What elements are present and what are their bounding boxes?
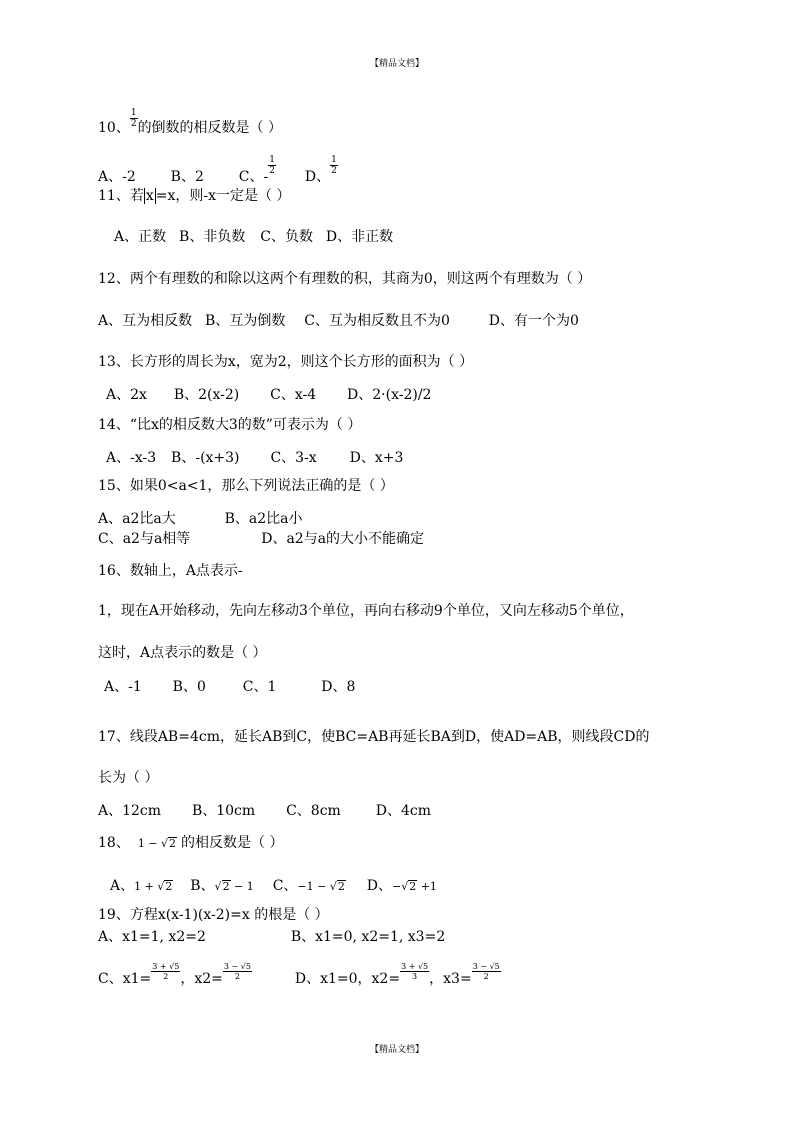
option-a: A、-x-3 — [106, 450, 157, 466]
option-a: A、 — [110, 878, 135, 894]
question-17-line-1: 17、线段AB=4cm，延长AB到C，使BC=AB再延长BA到D，使AD=AB，则线段CD的 — [98, 729, 650, 745]
question-19: 19、方程x(x-1)(x-2)=x 的根是（ ） — [98, 907, 329, 923]
option-c: C、- — [238, 169, 269, 185]
option-d: D、4cm — [375, 803, 431, 819]
math-expression: −√2 +1 — [391, 880, 437, 893]
option-d: D、x+3 — [349, 450, 404, 466]
math-expression: 1 − √2 — [137, 837, 177, 850]
page-footer: 【精品文档】 — [369, 1045, 424, 1055]
option-d: D、2·(x-2)/2 — [347, 387, 432, 403]
option-c: C、a2与a相等 — [98, 531, 191, 547]
fraction: $\frac{3 - √5}{2}$ — [223, 962, 251, 981]
option-b: B、0 — [172, 679, 206, 695]
option-c: C、x1= — [98, 971, 152, 987]
option-b: B、2(x-2) — [173, 387, 240, 403]
math-expression: √2 − 1 — [214, 880, 254, 893]
option-d: D、有一个为0 — [488, 313, 579, 329]
option-d: D、 — [366, 878, 392, 894]
question-15: 15、如果0<a<1，那么下列说法正确的是（ ） — [98, 478, 394, 494]
question-11: 11、若 x =x，则-x一定是（ ） — [98, 188, 291, 204]
question-17-options — [98, 802, 431, 820]
question-13-options — [106, 386, 431, 404]
page-header: 【精品文档】 — [369, 59, 424, 69]
option-c: C、互为相反数且不为0 — [304, 313, 450, 329]
question-15-options-row2 — [98, 530, 424, 548]
question-14-options — [106, 449, 403, 467]
question-10 — [98, 108, 282, 137]
option-a: A、x1=1, x2=2 — [98, 929, 206, 945]
option-b: B、x1=0, x2=1, x3=2 — [290, 929, 446, 945]
question-19-options-row2: C、x1= $\frac{3 + √5}{2}$ ，x2= $\frac{3 - √5}{2}$ D、x1=0，x2= $\frac{3 + √5}{3}$ ，x3= $\frac{3 - √5}{2}$ — [98, 962, 500, 987]
option-d: D、x1=0，x2= — [294, 971, 401, 987]
option-a: A、-2 — [98, 169, 136, 185]
option-a: A、正数 — [114, 229, 167, 245]
option-d: D、 — [304, 169, 331, 185]
math-expression: 1 + √2 — [134, 880, 173, 893]
question-text: 的倒数的相反数是（ ） — [137, 120, 283, 136]
option-c: C、x-4 — [270, 387, 317, 403]
math-expression: −1 − √2 — [297, 880, 345, 893]
option-b: B、非负数 — [179, 229, 246, 245]
option-b: B、a2比a小 — [224, 511, 303, 527]
question-11-options — [114, 228, 393, 246]
question-16-line-1: 16、数轴上，A点表示- — [98, 563, 243, 579]
option-b: B、2 — [170, 169, 204, 185]
option-a: A、12cm — [98, 803, 162, 819]
question-19-options-row1 — [98, 928, 445, 946]
fraction: $\frac{1}{2}$ — [130, 108, 137, 129]
question-12-options — [98, 312, 579, 330]
question-16-line-3: 这时，A点表示的数是（ ） — [98, 645, 267, 661]
fraction: $\frac{3 + √5}{3}$ — [401, 962, 429, 981]
option-a: A、-1 — [104, 679, 142, 695]
fraction: $\frac{3 - √5}{2}$ — [472, 962, 500, 981]
option-c: C、 — [272, 878, 298, 894]
question-15-options-row1 — [98, 510, 303, 528]
option-c: C、1 — [242, 679, 277, 695]
question-14: 14、“比x的相反数大3的数”可表示为（ ） — [98, 417, 362, 433]
option-b: B、 — [190, 878, 215, 894]
option-b: B、互为倒数 — [205, 313, 286, 329]
question-10-options — [98, 155, 338, 186]
question-18: 18、 1 − √2 的相反数是（ ） — [98, 835, 284, 851]
option-c: C、8cm — [286, 803, 341, 819]
absolute-value: x — [145, 188, 154, 204]
question-17-line-2: 长为（ ） — [98, 770, 159, 786]
question-12: 12、两个有理数的和除以这两个有理数的积，其商为0，则这两个有理数为（ ） — [98, 271, 592, 287]
option-b: B、-(x+3) — [171, 450, 240, 466]
option-a: A、a2比a大 — [98, 511, 176, 527]
option-d: D、非正数 — [325, 229, 394, 245]
option-c: C、负数 — [260, 229, 313, 245]
question-13: 13、长方形的周长为x，宽为2，则这个长方形的面积为（ ） — [98, 354, 474, 370]
option-d: D、8 — [321, 679, 356, 695]
question-16-line-2: 1，现在A开始移动，先向左移动3个单位，再向右移动9个单位，又向左移动5个单位， — [98, 603, 634, 619]
question-number: 10、 — [98, 120, 130, 136]
fraction: $\frac{1}{2}$ — [331, 155, 337, 176]
fraction: $\frac{3 + √5}{2}$ — [152, 962, 180, 981]
option-d: D、a2与a的大小不能确定 — [261, 531, 425, 547]
question-18-options — [110, 877, 437, 896]
option-a: A、互为相反数 — [98, 313, 193, 329]
option-b: B、10cm — [191, 803, 256, 819]
option-c: C、3-x — [270, 450, 317, 466]
question-16-options — [104, 678, 355, 696]
fraction: $\frac{1}{2}$ — [269, 155, 275, 176]
option-a: A、2x — [106, 387, 147, 403]
